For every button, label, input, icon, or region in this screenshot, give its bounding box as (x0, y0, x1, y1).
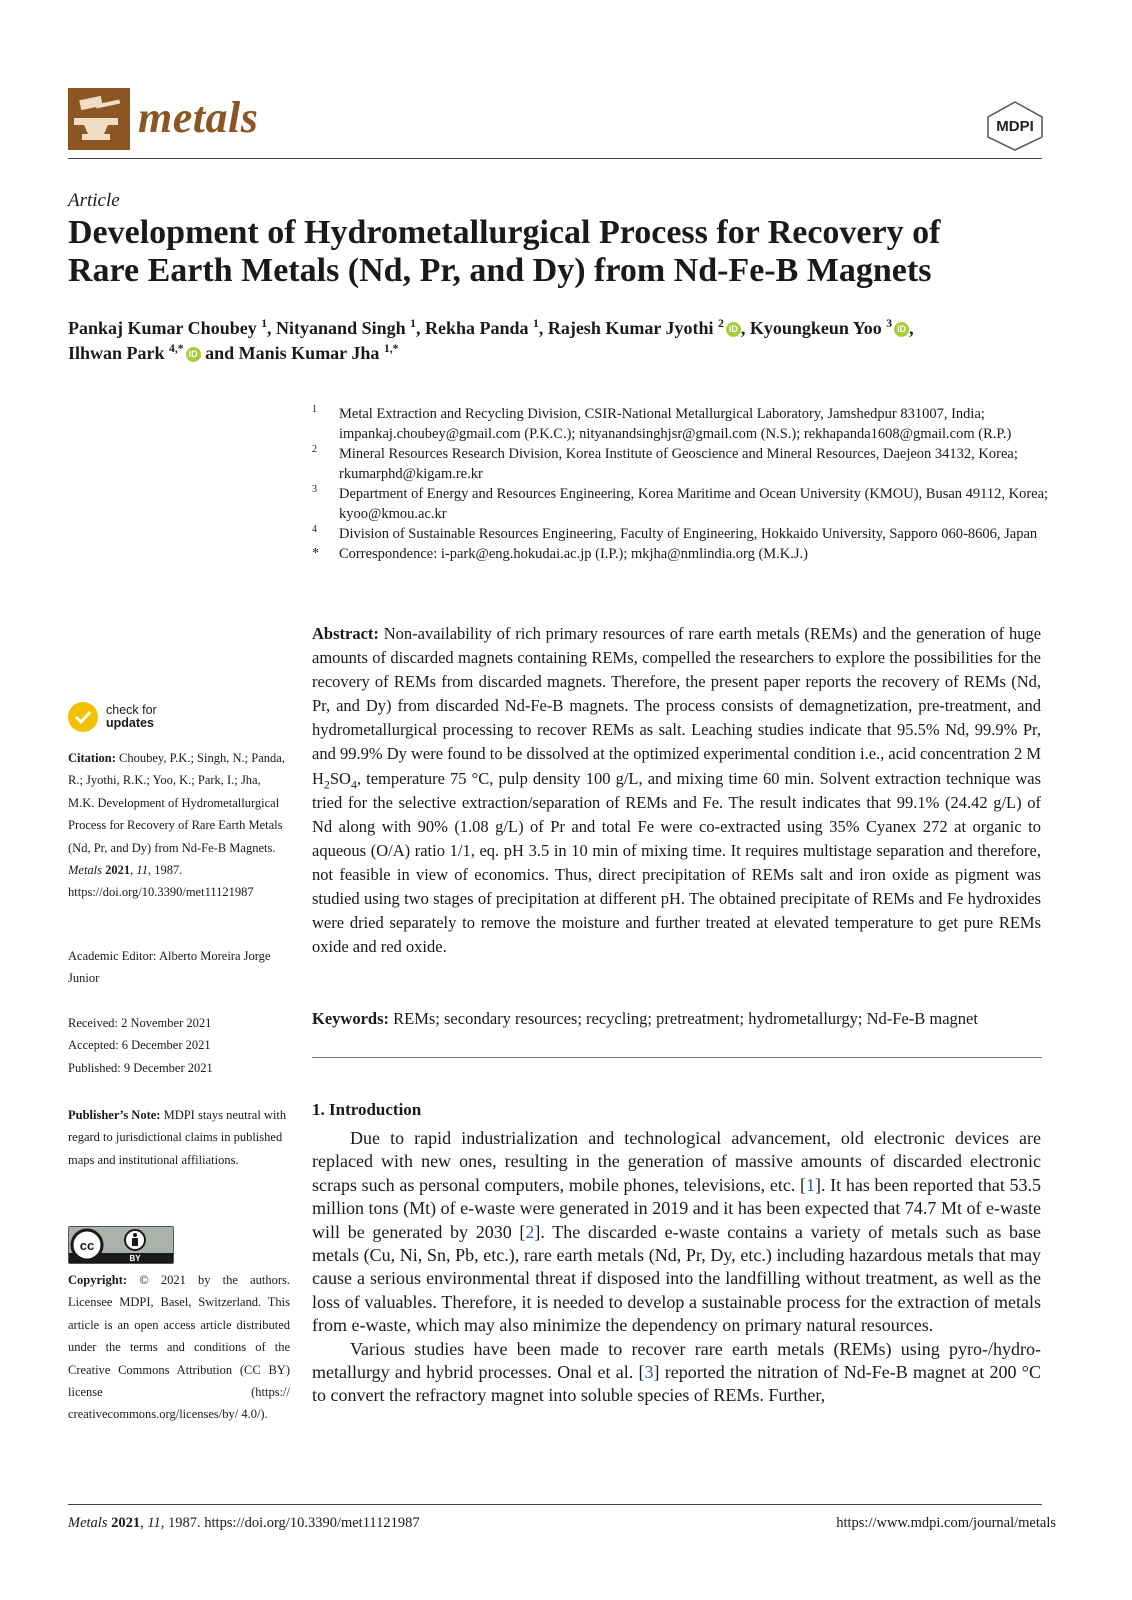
section-divider (312, 1057, 1042, 1058)
svg-text:BY: BY (129, 1254, 141, 1263)
footer-journal-url[interactable]: https://www.mdpi.com/journal/metals (836, 1515, 1056, 1531)
author-name[interactable]: Kyoungkeun Yoo (749, 318, 882, 338)
affiliation: 4 Division of Sustainable Resources Engineering, Faculty of Engineering, Hokkaido University, Sapporo 060-8606, Japan (312, 524, 1038, 542)
journal-logo (68, 88, 130, 150)
reference-link[interactable]: 1 (806, 1174, 815, 1195)
copyright: Copyright: © 2021 by the authors. Licensee MDPI, Basel, Switzerland. This article is an open access article distributed under the terms and conditions of the Creative Commons Attribution (CC BY) license (https:// creativecommons.org/licenses/by/ 4.0/). (68, 1273, 290, 1422)
orcid-icon[interactable]: iD (186, 347, 201, 362)
correspondence: * Correspondence: i-park@eng.hokudai.ac.jp (I.P.); mkjha@nmlindia.org (M.K.J.) (312, 546, 808, 562)
published-date: Published: 9 December 2021 (68, 1060, 213, 1075)
affiliation: 2 Mineral Resources Research Division, Korea Institute of Geoscience and Mineral Resources, Daejeon 34132, Korea; rkumarphd@kigam.re.kr (312, 444, 1018, 482)
affiliation: 3 Department of Energy and Resources Engineering, Korea Maritime and Ocean University (KMOU), Busan 49112, Korea; kyoo@kmou.ac.kr (312, 484, 1049, 522)
footer-citation: Metals 2021, 11, 1987. https://doi.org/10.3390/met11121987 (68, 1515, 420, 1531)
checkmark-icon (68, 702, 98, 732)
author-name[interactable]: Pankaj Kumar Choubey (68, 318, 257, 338)
orcid-icon[interactable]: iD (726, 322, 741, 337)
received-date: Received: 2 November 2021 (68, 1016, 212, 1030)
affiliations (312, 404, 1062, 564)
reference-link[interactable]: 2 (525, 1221, 535, 1242)
author-name[interactable]: Manis Kumar Jha (238, 343, 380, 363)
author-name[interactable]: Rajesh Kumar Jyothi (547, 318, 714, 338)
cc-by-license-badge[interactable] (68, 1226, 174, 1264)
reference-link[interactable]: 3 (644, 1362, 654, 1383)
abstract: Abstract: Non-availability of rich primary resources of rare earth metals (REMs) and the generation of huge amounts of discarded magnets containing REMs, compelled the researchers to explore the possibilities for the recovery of REMs from discarded magnets. Therefore, the present paper reports the recovery of REMs (Nd, Pr, and Dy) from discarded Nd-Fe-B magnets. The process consists of demagnetization, pre-treatment, and hydrometallurgical processing to recover REMs as salt. Leaching studies indicate that 95.5% Nd, 99.9% Pr, and 99.9% Dy were found to be dissolved at the optimized experimental condition i.e., acid concentration 2 M $H_2SO_4$, temperature 75 °C, pulp density 100 g/L, and mixing time 60 min. Solvent extraction technique was tried for the selective extraction/separation of REMs and Fe. The result indicates that 99.1% (24.42 g/L) of Nd along with 90% (1.08 g/L) of Pr and total Fe were co-extracted using 35% Cyanex 272 at organic to aqueous (O/A) ratio 1/1, eq. pH 3.5 in 10 min of mixing time. It requires multistage separation and therefore, not feasible in view of economics. Thus, direct precipitation of REMs salt and iron oxide as pigment was studied using two stages of precipitation at different pH. The obtained precipitate of REMs and Fe hydroxides were dried separately to remove the moisture and further treated at elevated temperature to get pure REMs oxide and red oxide. (312, 624, 1042, 957)
accepted-date: Accepted: 6 December 2021 (68, 1038, 211, 1053)
article-type: Article (68, 190, 120, 211)
author-name[interactable]: Ilhwan Park (68, 343, 165, 363)
author-name[interactable]: Rekha Panda (424, 318, 529, 338)
journal-name: metals (138, 93, 259, 142)
anvil-hammer-icon (68, 88, 130, 150)
svg-text:MDPI: MDPI (996, 118, 1034, 135)
header-rule (68, 158, 1042, 159)
paragraph: Various studies have been made to recover rare earth metals (REMs) using pyro-/hydro-metallurgy and hybrid processes. Onal et al. [3] reported the nitration of Nd-Fe-B magnet at 200 °C to convert the refractory magnet into soluble species of REMs. Further, (312, 1338, 1041, 1406)
check-for-updates-badge[interactable]: check for updates (68, 702, 157, 732)
dates (68, 1012, 213, 1079)
publisher-logo (985, 100, 1045, 157)
article-title: Development of Hydrometallurgical Process for Recovery of Rare Earth Metals (Nd, Pr, and Dy) from Nd-Fe-B Magnets (68, 214, 941, 289)
svg-text:cc: cc (79, 1238, 95, 1253)
footer-rule (68, 1504, 1042, 1505)
section-heading: 1. Introduction (312, 1100, 422, 1119)
affiliation: 1 Metal Extraction and Recycling Division, CSIR-National Metallurgical Laboratory, Jamshedpur 831007, India; impankaj.choubey@gmail.com (P.K.C.); nityanandsinghjsr@gmail.com (N.S.); rekhapanda1608@gmail.com (R.P.) (312, 404, 1012, 442)
keywords: Keywords: REMs; secondary resources; recycling; pretreatment; hydrometallurgy; Nd-Fe-B magnet (312, 1009, 978, 1028)
paragraph: Due to rapid industrialization and technological advancement, old electronic devices are replaced with new ones, resulting in the generation of massive amounts of discarded electronic scraps such as personal computers, mobile phones, televisions, etc. [1]. It has been reported that 53.5 million tons (Mt) of e-waste were generated in 2019 and it has been expected that 74.7 Mt of e-waste will be generated by 2030 [2]. The discarded e-waste contains a variety of metals such as base metals (Cu, Ni, Sn, Pb, etc.), rare earth metals (Nd, Pr, Dy, etc.) including hazardous metals that may cause a serious environmental threat if disposed into the landfilling without treatment, as well as the loss of valuables. Therefore, it is needed to develop a sustainable process for the extraction of metals from e-waste, which may also minimize the dependency on primary natural resources. (312, 1128, 1042, 1336)
author-name[interactable]: Nityanand Singh (276, 318, 406, 338)
academic-editor: Academic Editor: Alberto Moreira Jorge Junior (68, 949, 271, 986)
introduction-body (312, 1127, 1041, 1408)
orcid-icon[interactable]: iD (894, 322, 909, 337)
author-list: Pankaj Kumar Choubey $^1$, Nityanand Singh $^1$, Rekha Panda $^1$, Rajesh Kumar Jyothi $^2$ iD , Kyoungkeun Yoo $^3$ iD , Ilhwan Park $^{4,*}$ iD and Manis Kumar Jha $^{1,*}$ (68, 317, 914, 363)
sidebar-citation: Citation: Choubey, P.K.; Singh, N.; Panda, R.; Jyothi, R.K.; Yoo, K.; Park, I.; Jha, M.K. Development of Hydrometallurgical Process for Recovery of Rare Earth Metals (Nd, Pr, and Dy) from Nd-Fe-B Magnets. Metals 2021, 11, 1987. https://doi.org/10.3390/met11121987 (68, 751, 285, 900)
publisher-note: Publisher’s Note: MDPI stays neutral with regard to jurisdictional claims in published maps and institutional affiliations. (68, 1108, 287, 1167)
